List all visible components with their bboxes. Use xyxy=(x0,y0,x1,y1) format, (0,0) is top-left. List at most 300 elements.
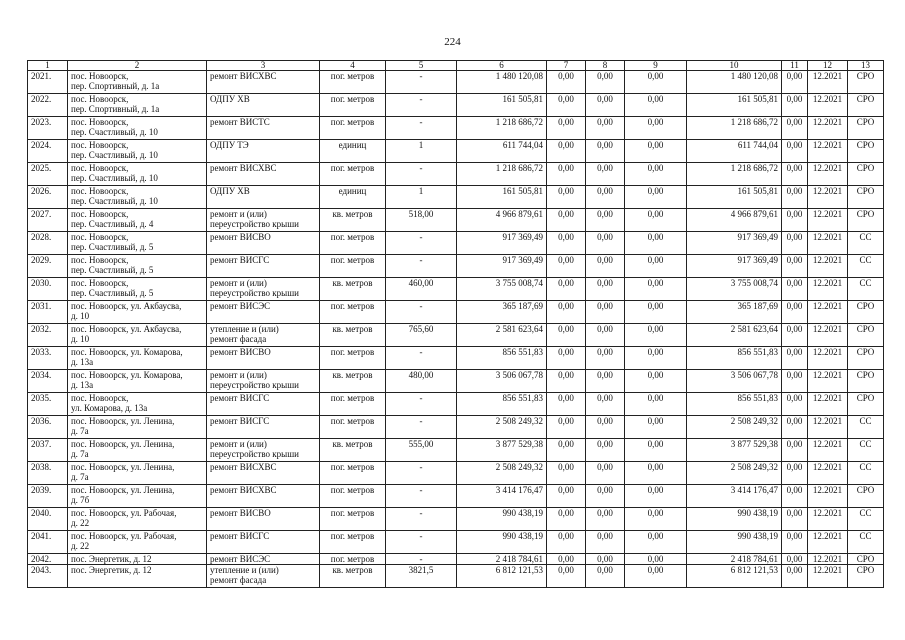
cost-cell xyxy=(625,462,687,485)
cost-cell-text: 6 812 121,53 xyxy=(730,565,778,575)
total-cost-cell-text: 990 438,19 xyxy=(502,531,543,541)
method-cell xyxy=(848,347,884,370)
cost-cell xyxy=(687,255,782,278)
cost-cell xyxy=(547,301,586,324)
table-row xyxy=(28,117,884,140)
cost-cell xyxy=(625,416,687,439)
address-cell-text: пер. Счастливый, д. 10 xyxy=(71,173,158,183)
row-number-cell-text: 2032. xyxy=(31,324,52,334)
row-number-cell xyxy=(28,508,68,531)
date-cell-text: 12.2021 xyxy=(812,485,843,495)
cost-cell xyxy=(625,117,687,140)
unit-cell xyxy=(320,485,386,508)
cost-cell-text: 0,00 xyxy=(647,416,664,426)
cost-cell-text: 0,00 xyxy=(786,347,803,357)
work-type-cell-text: ремонт ВИСГС xyxy=(210,416,270,426)
cost-cell xyxy=(687,232,782,255)
cost-cell-text: 0,00 xyxy=(786,531,803,541)
table-row xyxy=(28,71,884,94)
cost-cell xyxy=(687,324,782,347)
cost-cell xyxy=(625,301,687,324)
total-cost-cell xyxy=(457,163,547,186)
quantity-cell xyxy=(386,462,457,485)
row-number-cell-text: 2038. xyxy=(31,462,52,472)
cost-cell-text: 0,00 xyxy=(558,462,574,472)
unit-cell xyxy=(320,370,386,393)
date-cell-text: 12.2021 xyxy=(812,301,843,311)
row-number-cell xyxy=(28,462,68,485)
date-cell xyxy=(808,186,848,209)
address-cell-text: пос. Энергетик, д. 12 xyxy=(71,554,152,564)
work-type-cell-text: переустройство крыши xyxy=(210,449,299,459)
total-cost-cell xyxy=(457,255,547,278)
cost-cell xyxy=(586,255,625,278)
cost-cell xyxy=(782,117,808,140)
table-row xyxy=(28,565,884,588)
total-cost-cell xyxy=(457,370,547,393)
work-type-cell-text: ремонт ВИСГС xyxy=(210,531,270,541)
method-cell-text: СРО xyxy=(856,186,875,196)
address-cell xyxy=(68,393,207,416)
column-header: 13 xyxy=(848,61,884,71)
method-cell xyxy=(848,554,884,565)
method-cell-text: СС xyxy=(859,255,872,265)
unit-cell xyxy=(320,508,386,531)
cost-cell-text: 0,00 xyxy=(786,324,803,334)
cost-cell-text: 0,00 xyxy=(786,186,803,196)
address-cell xyxy=(68,209,207,232)
total-cost-cell-text: 2 508 249,32 xyxy=(495,416,543,426)
cost-cell-text: 0,00 xyxy=(558,416,574,426)
method-cell-text: СРО xyxy=(856,163,875,173)
total-cost-cell xyxy=(457,416,547,439)
cost-cell-text: 0,00 xyxy=(647,370,664,380)
row-number-cell-text: 2029. xyxy=(31,255,52,265)
table-row xyxy=(28,462,884,485)
work-type-cell xyxy=(207,531,320,554)
address-cell-text: пос. Новоорск, ул. Ленина, xyxy=(71,439,175,449)
work-type-cell xyxy=(207,508,320,531)
cost-cell-text: 0,00 xyxy=(786,278,803,288)
cost-cell xyxy=(625,508,687,531)
cost-cell xyxy=(625,255,687,278)
date-cell xyxy=(808,565,848,588)
row-number-cell-text: 2028. xyxy=(31,232,52,242)
method-cell xyxy=(848,278,884,301)
address-cell-text: пер. Спортивный, д. 1а xyxy=(71,104,160,114)
date-cell xyxy=(808,301,848,324)
total-cost-cell-text: 3 506 067,78 xyxy=(495,370,543,380)
cost-cell-text: 2 418 784,61 xyxy=(730,554,778,564)
cost-cell-text: 0,00 xyxy=(597,370,613,380)
date-cell xyxy=(808,347,848,370)
row-number-cell xyxy=(28,485,68,508)
date-cell-text: 12.2021 xyxy=(812,140,843,150)
cost-cell-text: 0,00 xyxy=(786,117,803,127)
row-number-cell-text: 2041. xyxy=(31,531,52,541)
cost-cell-text: 0,00 xyxy=(558,324,574,334)
row-number-cell-text: 2031. xyxy=(31,301,52,311)
cost-cell-text: 0,00 xyxy=(647,462,664,472)
date-cell-text: 12.2021 xyxy=(812,531,843,541)
method-cell-text: СС xyxy=(859,232,872,242)
work-type-cell xyxy=(207,462,320,485)
work-type-cell xyxy=(207,94,320,117)
address-cell-text: пос. Новоорск, xyxy=(71,71,129,81)
date-cell-text: 12.2021 xyxy=(812,186,843,196)
method-cell xyxy=(848,485,884,508)
quantity-cell-text: 1 xyxy=(418,186,424,196)
address-cell-text: пос. Новоорск, xyxy=(71,117,129,127)
cost-cell-text: 0,00 xyxy=(786,163,803,173)
cost-cell-text: 856 551,83 xyxy=(737,347,778,357)
unit-cell-text: единиц xyxy=(338,186,367,196)
method-cell-text: СРО xyxy=(856,209,875,219)
cost-cell-text: 0,00 xyxy=(558,163,574,173)
cost-cell-text: 0,00 xyxy=(786,554,803,564)
cost-cell-text: 0,00 xyxy=(647,94,664,104)
cost-cell-text: 1 218 686,72 xyxy=(730,117,778,127)
total-cost-cell xyxy=(457,462,547,485)
quantity-cell xyxy=(386,117,457,140)
cost-cell xyxy=(687,186,782,209)
cost-cell-text: 3 414 176,47 xyxy=(730,485,778,495)
cost-cell-text: 0,00 xyxy=(558,347,574,357)
cost-cell xyxy=(547,117,586,140)
quantity-cell-text: 1 xyxy=(418,140,424,150)
cost-cell-text: 0,00 xyxy=(786,439,803,449)
cost-cell xyxy=(547,186,586,209)
cost-cell xyxy=(547,255,586,278)
address-cell-text: д. 7а xyxy=(71,472,89,482)
quantity-cell-text: - xyxy=(419,71,423,81)
date-cell xyxy=(808,485,848,508)
work-type-cell-text: утепление и (или) xyxy=(210,324,279,334)
cost-cell xyxy=(687,531,782,554)
cost-cell-text: 0,00 xyxy=(597,508,613,518)
table-row xyxy=(28,278,884,301)
work-type-cell-text: ремонт ВИСГС xyxy=(210,393,270,403)
cost-cell-text: 0,00 xyxy=(597,565,613,575)
quantity-cell-text: - xyxy=(419,393,423,403)
cost-cell-text: 0,00 xyxy=(786,370,803,380)
unit-cell-text: пог. метров xyxy=(330,117,375,127)
address-cell-text: пос. Новоорск, xyxy=(71,278,129,288)
cost-cell xyxy=(586,71,625,94)
unit-cell-text: кв. метров xyxy=(332,370,373,380)
column-header: 1 xyxy=(28,61,68,71)
cost-cell-text: 0,00 xyxy=(558,232,574,242)
table-row xyxy=(28,531,884,554)
cost-cell-text: 3 755 008,74 xyxy=(730,278,778,288)
date-cell-text: 12.2021 xyxy=(812,565,843,575)
work-type-cell-text: ремонт фасада xyxy=(210,575,267,585)
cost-cell xyxy=(586,209,625,232)
cost-cell-text: 0,00 xyxy=(597,393,613,403)
unit-cell xyxy=(320,554,386,565)
total-cost-cell xyxy=(457,209,547,232)
cost-cell-text: 0,00 xyxy=(647,209,664,219)
date-cell xyxy=(808,393,848,416)
date-cell-text: 12.2021 xyxy=(812,324,843,334)
date-cell-text: 12.2021 xyxy=(812,416,843,426)
work-type-cell xyxy=(207,301,320,324)
address-cell xyxy=(68,71,207,94)
cost-cell xyxy=(586,416,625,439)
work-type-cell xyxy=(207,278,320,301)
method-cell xyxy=(848,163,884,186)
work-type-cell-text: ремонт фасада xyxy=(210,334,267,344)
address-cell-text: пер. Счастливый, д. 10 xyxy=(71,150,158,160)
method-cell xyxy=(848,324,884,347)
cost-cell-text: 856 551,83 xyxy=(737,393,778,403)
address-cell xyxy=(68,531,207,554)
method-cell xyxy=(848,140,884,163)
work-type-cell xyxy=(207,439,320,462)
cost-cell xyxy=(586,278,625,301)
cost-cell-text: 365 187,69 xyxy=(737,301,778,311)
cost-cell-text: 0,00 xyxy=(786,416,803,426)
cost-cell xyxy=(687,117,782,140)
cost-cell-text: 161 505,81 xyxy=(737,94,778,104)
cost-cell xyxy=(586,94,625,117)
cost-cell xyxy=(782,255,808,278)
work-type-cell-text: ремонт ВИСХВС xyxy=(210,462,277,472)
unit-cell-text: пог. метров xyxy=(330,554,375,564)
work-type-cell xyxy=(207,370,320,393)
row-number-cell xyxy=(28,186,68,209)
cost-cell-text: 0,00 xyxy=(647,232,664,242)
address-cell-text: пос. Новоорск, xyxy=(71,209,129,219)
quantity-cell-text: - xyxy=(419,416,423,426)
cost-cell xyxy=(625,140,687,163)
total-cost-cell xyxy=(457,71,547,94)
row-number-cell-text: 2026. xyxy=(31,186,52,196)
cost-cell-text: 0,00 xyxy=(597,209,613,219)
date-cell xyxy=(808,416,848,439)
total-cost-cell-text: 6 812 121,53 xyxy=(495,565,543,575)
address-cell-text: пос. Новоорск, ул. Ленина, xyxy=(71,485,175,495)
unit-cell-text: пог. метров xyxy=(330,94,375,104)
total-cost-cell-text: 2 581 623,64 xyxy=(495,324,543,334)
address-cell xyxy=(68,324,207,347)
date-cell xyxy=(808,278,848,301)
row-number-cell xyxy=(28,301,68,324)
cost-cell-text: 0,00 xyxy=(558,485,574,495)
unit-cell xyxy=(320,209,386,232)
address-cell-text: пер. Счастливый, д. 10 xyxy=(71,196,158,206)
total-cost-cell-text: 2 508 249,32 xyxy=(495,462,543,472)
quantity-cell-text: 480,00 xyxy=(408,370,434,380)
date-cell-text: 12.2021 xyxy=(812,71,843,81)
cost-cell-text: 0,00 xyxy=(647,140,664,150)
unit-cell xyxy=(320,416,386,439)
quantity-cell-text: - xyxy=(419,255,423,265)
cost-cell-text: 0,00 xyxy=(558,94,574,104)
address-cell-text: пос. Новоорск, xyxy=(71,186,129,196)
work-type-cell xyxy=(207,255,320,278)
cost-cell xyxy=(625,347,687,370)
cost-cell xyxy=(586,163,625,186)
cost-cell xyxy=(687,508,782,531)
cost-cell xyxy=(782,140,808,163)
method-cell xyxy=(848,416,884,439)
unit-cell xyxy=(320,439,386,462)
quantity-cell xyxy=(386,71,457,94)
total-cost-cell-text: 1 218 686,72 xyxy=(495,163,543,173)
date-cell xyxy=(808,439,848,462)
table-row xyxy=(28,324,884,347)
method-cell-text: СРО xyxy=(856,565,875,575)
work-type-cell-text: ремонт и (или) xyxy=(210,439,267,449)
cost-cell xyxy=(586,232,625,255)
cost-cell xyxy=(625,554,687,565)
date-cell xyxy=(808,554,848,565)
cost-cell-text: 611 744,04 xyxy=(737,140,778,150)
unit-cell xyxy=(320,565,386,588)
total-cost-cell xyxy=(457,324,547,347)
address-cell-text: пос. Новоорск, xyxy=(71,140,129,150)
cost-cell xyxy=(625,209,687,232)
work-type-cell-text: ремонт ВИСГС xyxy=(210,255,270,265)
date-cell xyxy=(808,531,848,554)
method-cell xyxy=(848,94,884,117)
cost-cell xyxy=(625,94,687,117)
cost-cell-text: 0,00 xyxy=(597,163,613,173)
cost-cell-text: 0,00 xyxy=(558,565,574,575)
cost-cell xyxy=(625,370,687,393)
address-cell xyxy=(68,140,207,163)
unit-cell xyxy=(320,531,386,554)
address-cell xyxy=(68,370,207,393)
cost-cell xyxy=(547,462,586,485)
method-cell-text: СРО xyxy=(856,324,875,334)
cost-cell xyxy=(586,508,625,531)
quantity-cell-text: 518,00 xyxy=(408,209,434,219)
unit-cell xyxy=(320,117,386,140)
column-header: 4 xyxy=(320,61,386,71)
cost-cell-text: 0,00 xyxy=(558,255,574,265)
cost-cell xyxy=(547,393,586,416)
quantity-cell xyxy=(386,278,457,301)
row-number-cell-text: 2039. xyxy=(31,485,52,495)
row-number-cell-text: 2037. xyxy=(31,439,52,449)
cost-cell-text: 0,00 xyxy=(786,485,803,495)
work-type-cell xyxy=(207,140,320,163)
method-cell-text: СС xyxy=(859,439,872,449)
method-cell-text: СРО xyxy=(856,347,875,357)
cost-cell xyxy=(547,324,586,347)
quantity-cell xyxy=(386,565,457,588)
cost-cell-text: 0,00 xyxy=(786,462,803,472)
address-cell-text: пер. Счастливый, д. 5 xyxy=(71,265,154,275)
total-cost-cell xyxy=(457,278,547,301)
cost-cell-text: 0,00 xyxy=(786,140,803,150)
row-number-cell xyxy=(28,416,68,439)
work-type-cell xyxy=(207,186,320,209)
cost-cell xyxy=(782,347,808,370)
method-cell-text: СРО xyxy=(856,485,875,495)
cost-cell xyxy=(782,370,808,393)
address-cell-text: ул. Комарова, д. 13а xyxy=(71,403,148,413)
table-row xyxy=(28,209,884,232)
cost-cell xyxy=(782,485,808,508)
column-header: 5 xyxy=(386,61,457,71)
address-cell xyxy=(68,232,207,255)
cost-cell-text: 0,00 xyxy=(647,531,664,541)
cost-cell-text: 2 508 249,32 xyxy=(730,416,778,426)
quantity-cell-text: - xyxy=(419,462,423,472)
work-type-cell-text: ремонт ВИСХВС xyxy=(210,163,277,173)
date-cell-text: 12.2021 xyxy=(812,508,843,518)
cost-cell-text: 0,00 xyxy=(597,117,613,127)
date-cell-text: 12.2021 xyxy=(812,255,843,265)
quantity-cell xyxy=(386,554,457,565)
address-cell-text: пер. Счастливый, д. 4 xyxy=(71,219,154,229)
cost-cell-text: 0,00 xyxy=(597,485,613,495)
date-cell xyxy=(808,117,848,140)
total-cost-cell xyxy=(457,485,547,508)
row-number-cell xyxy=(28,232,68,255)
quantity-cell-text: 3821,5 xyxy=(408,565,434,575)
unit-cell-text: пог. метров xyxy=(330,232,375,242)
cost-cell xyxy=(687,71,782,94)
row-number-cell xyxy=(28,163,68,186)
address-cell xyxy=(68,186,207,209)
cost-cell-text: 0,00 xyxy=(786,71,803,81)
cost-cell-text: 0,00 xyxy=(786,232,803,242)
unit-cell-text: пог. метров xyxy=(330,347,375,357)
date-cell-text: 12.2021 xyxy=(812,462,843,472)
cost-cell xyxy=(687,565,782,588)
date-cell-text: 12.2021 xyxy=(812,347,843,357)
quantity-cell-text: - xyxy=(419,94,423,104)
cost-cell xyxy=(547,71,586,94)
quantity-cell xyxy=(386,186,457,209)
address-cell-text: д. 7б xyxy=(71,495,90,505)
column-header: 2 xyxy=(68,61,207,71)
work-type-cell xyxy=(207,393,320,416)
quantity-cell xyxy=(386,94,457,117)
quantity-cell-text: 765,60 xyxy=(408,324,434,334)
quantity-cell xyxy=(386,163,457,186)
cost-cell-text: 2 581 623,64 xyxy=(730,324,778,334)
total-cost-cell xyxy=(457,140,547,163)
quantity-cell-text: - xyxy=(419,485,423,495)
cost-cell-text: 0,00 xyxy=(558,140,574,150)
address-cell-text: пер. Счастливый, д. 5 xyxy=(71,242,154,252)
cost-cell xyxy=(625,439,687,462)
table-row xyxy=(28,301,884,324)
method-cell xyxy=(848,209,884,232)
total-cost-cell xyxy=(457,117,547,140)
row-number-cell xyxy=(28,531,68,554)
cost-cell xyxy=(687,439,782,462)
unit-cell-text: пог. метров xyxy=(330,416,375,426)
cost-cell xyxy=(547,565,586,588)
table-row xyxy=(28,94,884,117)
date-cell-text: 12.2021 xyxy=(812,393,843,403)
date-cell-text: 12.2021 xyxy=(812,232,843,242)
total-cost-cell xyxy=(457,232,547,255)
row-number-cell-text: 2025. xyxy=(31,163,52,173)
column-header: 6 xyxy=(457,61,547,71)
cost-cell xyxy=(586,554,625,565)
cost-cell xyxy=(782,71,808,94)
cost-cell xyxy=(625,186,687,209)
cost-cell-text: 0,00 xyxy=(597,186,613,196)
unit-cell xyxy=(320,278,386,301)
